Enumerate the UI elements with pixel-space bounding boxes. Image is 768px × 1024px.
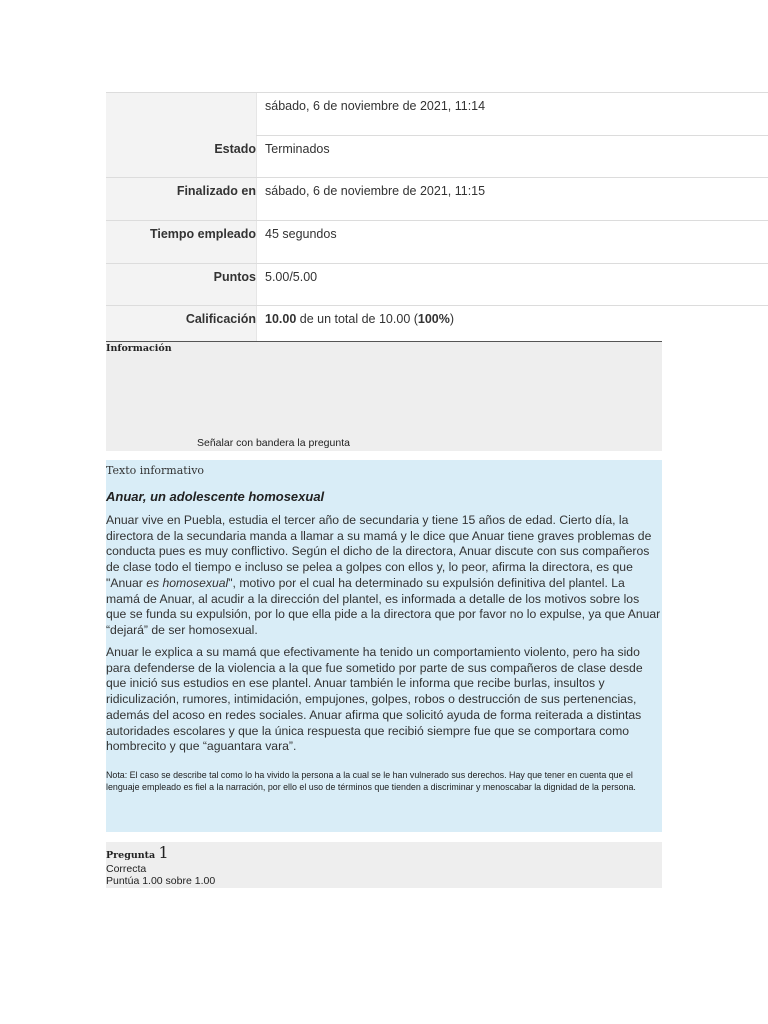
question-status: Correcta: [106, 863, 147, 875]
paragraph-text: ", motivo por el cual ha determinado su expulsión definitiva del plantel. La mamá de Anuar, al acudir a la dirección del plantel, es informada a detalle de los motivos sobre los que se funda su expulsión, por lo que ella pide a la directora que por favor no lo expulse, ya que Anuar “dejará” de ser homosexual.: [106, 575, 661, 637]
question-label: Pregunta: [106, 850, 156, 861]
summary-value: sábado, 6 de noviembre de 2021, 11:14: [256, 93, 768, 135]
question-info: [106, 842, 662, 888]
grade-percent: 100%: [417, 312, 450, 326]
summary-label: Calificación: [106, 306, 256, 347]
question-number: 1: [158, 843, 169, 862]
content-paragraph-1: [106, 513, 662, 639]
content-paragraph-2: Anuar le explica a su mamá que efectivamente ha tenido un comportamiento violento, pero ha sido para defenderse de la violencia a la que fue sometido por parte de sus compañeros de clase desde que inició sus estudios en ese plantel. Anuar también le informa que recibe burlas, insultos y ridiculización, rumores, intimidación, empujones, golpes, robos o destrucción de sus pertenencias, además del acoso en redes sociales. Anuar afirma que solicitó ayuda de forma reiterada a distintas autoridades escolares y que la única respuesta que recibió siempre fue que se comportara como hombrecito y que “aguantara vara”.: [106, 645, 643, 754]
grade-close: ): [449, 312, 455, 326]
content-kind: Texto informativo: [106, 464, 205, 477]
content-note: Nota: El caso se describe tal como lo ha vivido la persona a la cual se le han vulnerado sus derechos. Hay que tener en cuenta que el lenguaje empleado es fiel a la narración, por ello el uso de términos que tienden a discriminar y menoscabar la dignidad de la persona.: [106, 770, 636, 792]
summary-label: Estado: [106, 95, 256, 177]
info-block: [106, 341, 662, 451]
summary-row-state: [106, 135, 768, 177]
info-title: Información: [106, 343, 172, 354]
content-heading: Anuar, un adolescente homosexual: [106, 489, 325, 504]
summary-label: Finalizado en: [106, 178, 256, 220]
summary-value: 45 segundos: [256, 221, 768, 263]
summary-value: sábado, 6 de noviembre de 2021, 11:15: [256, 178, 768, 220]
summary-value: Terminados: [256, 136, 768, 177]
grade-text: de un total de 10.00 (: [296, 312, 418, 326]
question-score: Puntúa 1.00 sobre 1.00: [106, 875, 216, 887]
summary-label: Tiempo empleado: [106, 221, 256, 263]
question-title: [106, 843, 169, 862]
paragraph-emphasis: es homosexual: [146, 575, 229, 590]
summary-value: 5.00/5.00: [256, 264, 768, 305]
grade-score: 10.00: [265, 312, 297, 326]
informative-text-block: [106, 460, 662, 832]
summary-row-points: [106, 263, 768, 305]
summary-label: Puntos: [106, 264, 256, 305]
paragraph-text: Anuar vive en Puebla, estudia el tercer año de secundaria y tiene 15 años de edad. Cierto día, la directora de la secundaria manda a llamar a su mamá y le dice que Anuar tiene graves problemas de conducta pues es muy conflictivo. Según el dicho de la directora, Anuar discute con sus compañeros de clase todo el tiempo e incluso se pelea a golpes con ellos y, lo peor, afirma la directora, es que "Anuar: [106, 513, 652, 590]
flag-question-link[interactable]: Señalar con bandera la pregunta: [197, 437, 350, 449]
summary-row-time: [106, 220, 768, 263]
summary-row-finished: [106, 177, 768, 220]
attempt-summary: [106, 92, 768, 347]
